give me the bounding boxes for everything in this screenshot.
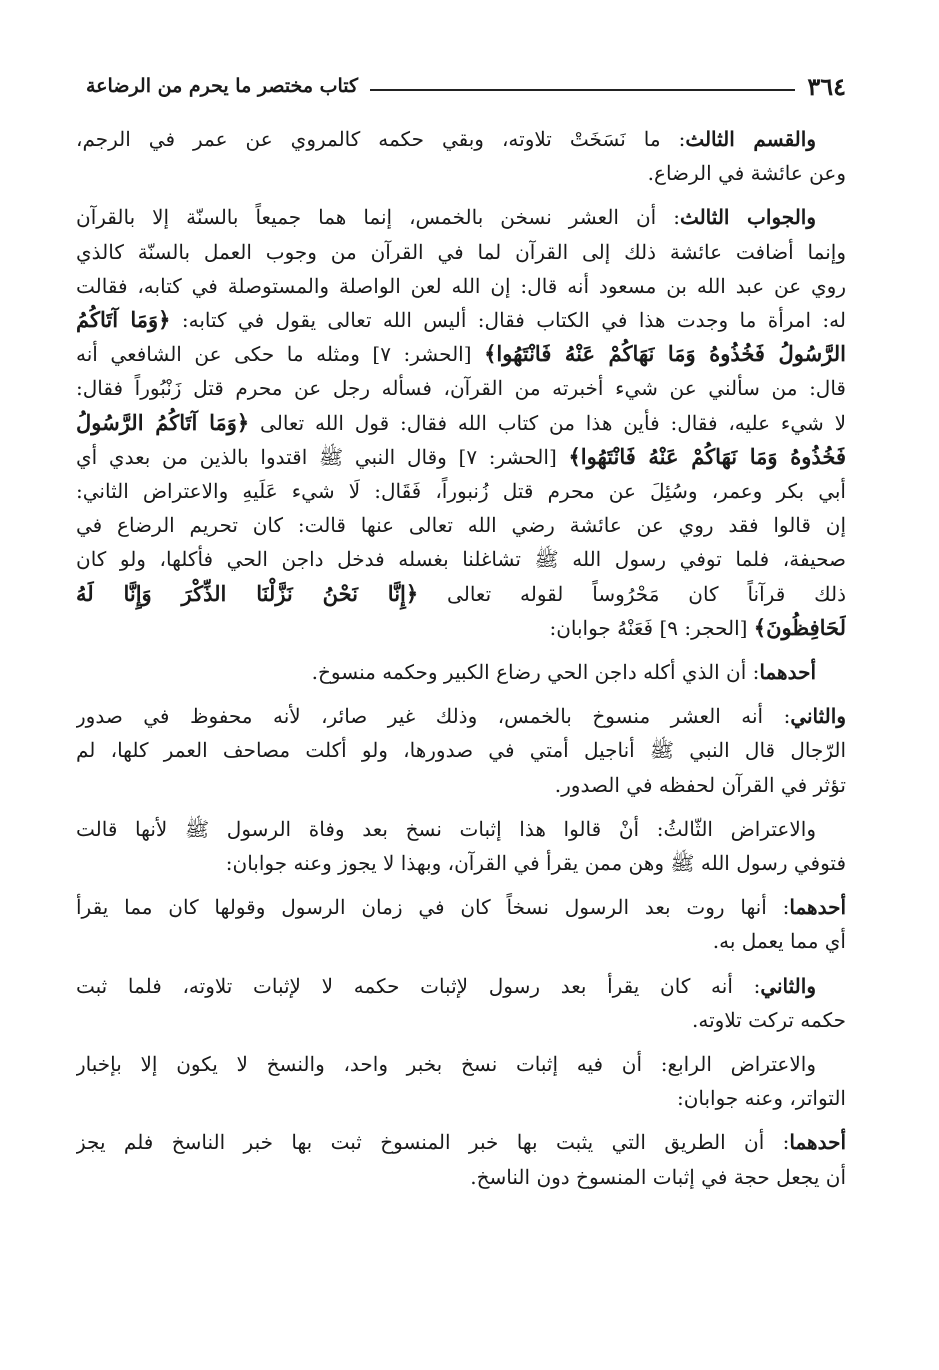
- page-number: ٣٦٤: [807, 71, 846, 101]
- text-line: [76, 1081, 846, 1115]
- header-rule: [370, 89, 795, 91]
- text-run: روي عن عبد الله بن مسعود أنه قال: إن الله لعن الواصلة والمستوصلة في كتابه، فقالت: [76, 273, 846, 298]
- quran-verse: ﴿إِنَّا نَحْنُ نَزَّلْنَا الذِّكْرَ وَإِنَّا لَهُ: [76, 580, 419, 606]
- text-line: [76, 269, 846, 303]
- text-line: [76, 1160, 846, 1194]
- text-run: والاعتراض الرابع: أن فيه إثبات نسخ بخبر واحد، والنسخ لا يكون إلا بإخبار: [76, 1052, 816, 1077]
- text-run: ذلك قرآناً كان مَحْرُوساً لقوله تعالى: [418, 581, 846, 606]
- text-run: : أنه كان يقرأ بعد رسول لإثبات حكمه لا لإثبات تلاوته، فلما ثبت: [76, 973, 761, 998]
- text-line: [76, 1047, 846, 1081]
- text-run: التواتر، وعنه جوابان:: [676, 1086, 846, 1111]
- text-line: [76, 200, 846, 234]
- text-line: [76, 235, 846, 269]
- text-line: [76, 969, 846, 1003]
- text-run: وإنما أضافت عائشة ذلك إلى القرآن لما في القرآن من وجوب العمل بالسنّة كالذي: [76, 239, 846, 264]
- text-run: له: امرأة ما وجدت هذا في الكتاب فقال: أليس الله تعالى يقول في كتابه:: [170, 308, 846, 333]
- text-run: حكمه تركت تلاوته.: [692, 1007, 846, 1032]
- page-header: [86, 66, 846, 106]
- text-run: : أن العشر نسخن بالخمس، إنما هما جميعاً بالسنّة إلا بالقرآن: [76, 205, 680, 230]
- text-run: أن يجعل حجة في إثبات المنسوخ دون الناسخ.: [470, 1164, 846, 1189]
- text-run: أي مما يعمل به.: [712, 929, 846, 954]
- section-lead: والجواب الثالث: [679, 205, 816, 230]
- text-line: [76, 303, 846, 337]
- text-run: [الحشر: ٧] ومثله ما حكى عن الشافعي أنه: [76, 342, 485, 367]
- paragraph: [76, 812, 846, 880]
- paragraph: [76, 699, 846, 802]
- text-line: [76, 846, 846, 880]
- text-line: [76, 122, 846, 156]
- text-run: إن قالوا فقد روي عن عائشة رضي الله تعالى عنها قالت: كان تحريم الرضاع في: [76, 513, 846, 538]
- text-run: : أن الذي أكله داجن الحي رضاع الكبير وحكمه منسوخ.: [311, 660, 760, 685]
- text-run: : أنه العشر منسوخ بالخمس، وذلك غير صائر، لأنه محفوظ في صدور: [76, 704, 791, 729]
- body-text: [76, 122, 846, 1194]
- text-line: [76, 812, 846, 846]
- text-line: [76, 1003, 846, 1037]
- paragraph: [76, 1047, 846, 1115]
- text-line: [76, 1125, 846, 1159]
- paragraph: [76, 200, 846, 645]
- section-lead: والثاني: [760, 973, 816, 998]
- paragraph: [76, 1125, 846, 1193]
- text-run: أبي بكر وعمر، وسُئِلَ عن محرم قتل زُنبوراً، فَقَال: لَا شيء عَلَيهِ والاعتراض الثاني:: [76, 479, 846, 504]
- text-run: [الحجر: ٩] فَعَنْهُ جوابان:: [549, 615, 754, 640]
- text-line: [76, 768, 846, 802]
- quran-verse: ﴿وَمَا آتَاكُمُ: [76, 307, 171, 333]
- text-run: : أنها روت بعد الرسول نسخاً كان في زمان الرسول وقولها كان مما يقرأ: [76, 895, 790, 920]
- paragraph: [76, 122, 846, 190]
- text-line: [76, 733, 846, 767]
- text-run: : أن الطريق التي يثبت بها خبر المنسوخ ثبت بها خبر الناسخ فلم يجز: [76, 1130, 790, 1155]
- section-lead: أحدهما: [759, 660, 816, 685]
- text-run: وعن عائشة في الرضاع.: [647, 161, 846, 186]
- text-line: [76, 156, 846, 190]
- text-line: [76, 890, 846, 924]
- text-run: صحيفة، فلما توفي رسول الله ﷺ تشاغلنا بغسله فدخل داجن الحي فأكلها، ولو كان: [76, 547, 846, 572]
- text-run: قال: من سألني عن شيء أخبرته من القرآن، فسأله رجل عن محرم قتل زَنْبُوراً فقال:: [76, 376, 846, 401]
- paragraph: [76, 890, 846, 958]
- section-lead: والثاني: [790, 704, 846, 729]
- paragraph: [76, 969, 846, 1037]
- text-line: [76, 542, 846, 576]
- section-lead: والقسم الثالث: [685, 127, 816, 151]
- quran-verse: الرَّسُولُ فَخُذُوهُ وَمَا نَهَاكُمْ عَنْهُ فَانْتَهُوا﴾: [484, 341, 846, 367]
- quran-verse: ﴿وَمَا آتَاكُمُ الرَّسُولُ: [76, 409, 250, 435]
- paragraph: [76, 655, 846, 689]
- text-line: [76, 655, 846, 689]
- text-run: لا شيء عليه، فقال: فأين هذا من كتاب الله فقال: قول الله تعالى: [249, 410, 846, 435]
- text-line: [76, 337, 846, 371]
- section-lead: أحدهما: [789, 1130, 846, 1155]
- text-line: [76, 406, 846, 440]
- text-line: [76, 371, 846, 405]
- section-lead: أحدهما: [789, 895, 846, 920]
- text-line: [76, 440, 846, 474]
- quran-verse: فَخُذُوهُ وَمَا نَهَاكُمْ عَنْهُ فَانْتَهُوا﴾: [568, 443, 846, 469]
- text-run: [الحشر: ٧] وقال النبي ﷺ اقتدوا بالذين من بعدي أي: [76, 444, 569, 469]
- text-run: فتوفي رسول الله ﷺ وهن ممن يقرأ في القرآن، وبهذا لا يجوز وعنه جوابان:: [225, 851, 846, 876]
- text-line: [76, 699, 846, 733]
- text-line: [76, 924, 846, 958]
- text-line: [76, 577, 846, 611]
- text-run: : ما نَسَخَتْ تلاوته، وبقي حكمه كالمروي عن عمر في الرجم،: [76, 127, 686, 151]
- text-line: [76, 611, 846, 645]
- quran-verse: لَحَافِظُونَ﴾: [753, 614, 846, 640]
- text-run: تؤثر في القرآن لحفظه في الصدور.: [554, 772, 846, 797]
- text-line: [76, 508, 846, 542]
- text-run: الرّجال قال النبي ﷺ أناجيل أمتي في صدورها، ولو أكلت مصاحف العمر كلها، لم: [76, 738, 846, 763]
- text-line: [76, 474, 846, 508]
- text-run: والاعتراض الثّالثُ: أنْ قالوا هذا إثبات نسخ بعد وفاة الرسول ﷺ لأنها قالت: [76, 816, 816, 841]
- running-title: كتاب مختصر ما يحرم من الرضاعة: [86, 75, 359, 97]
